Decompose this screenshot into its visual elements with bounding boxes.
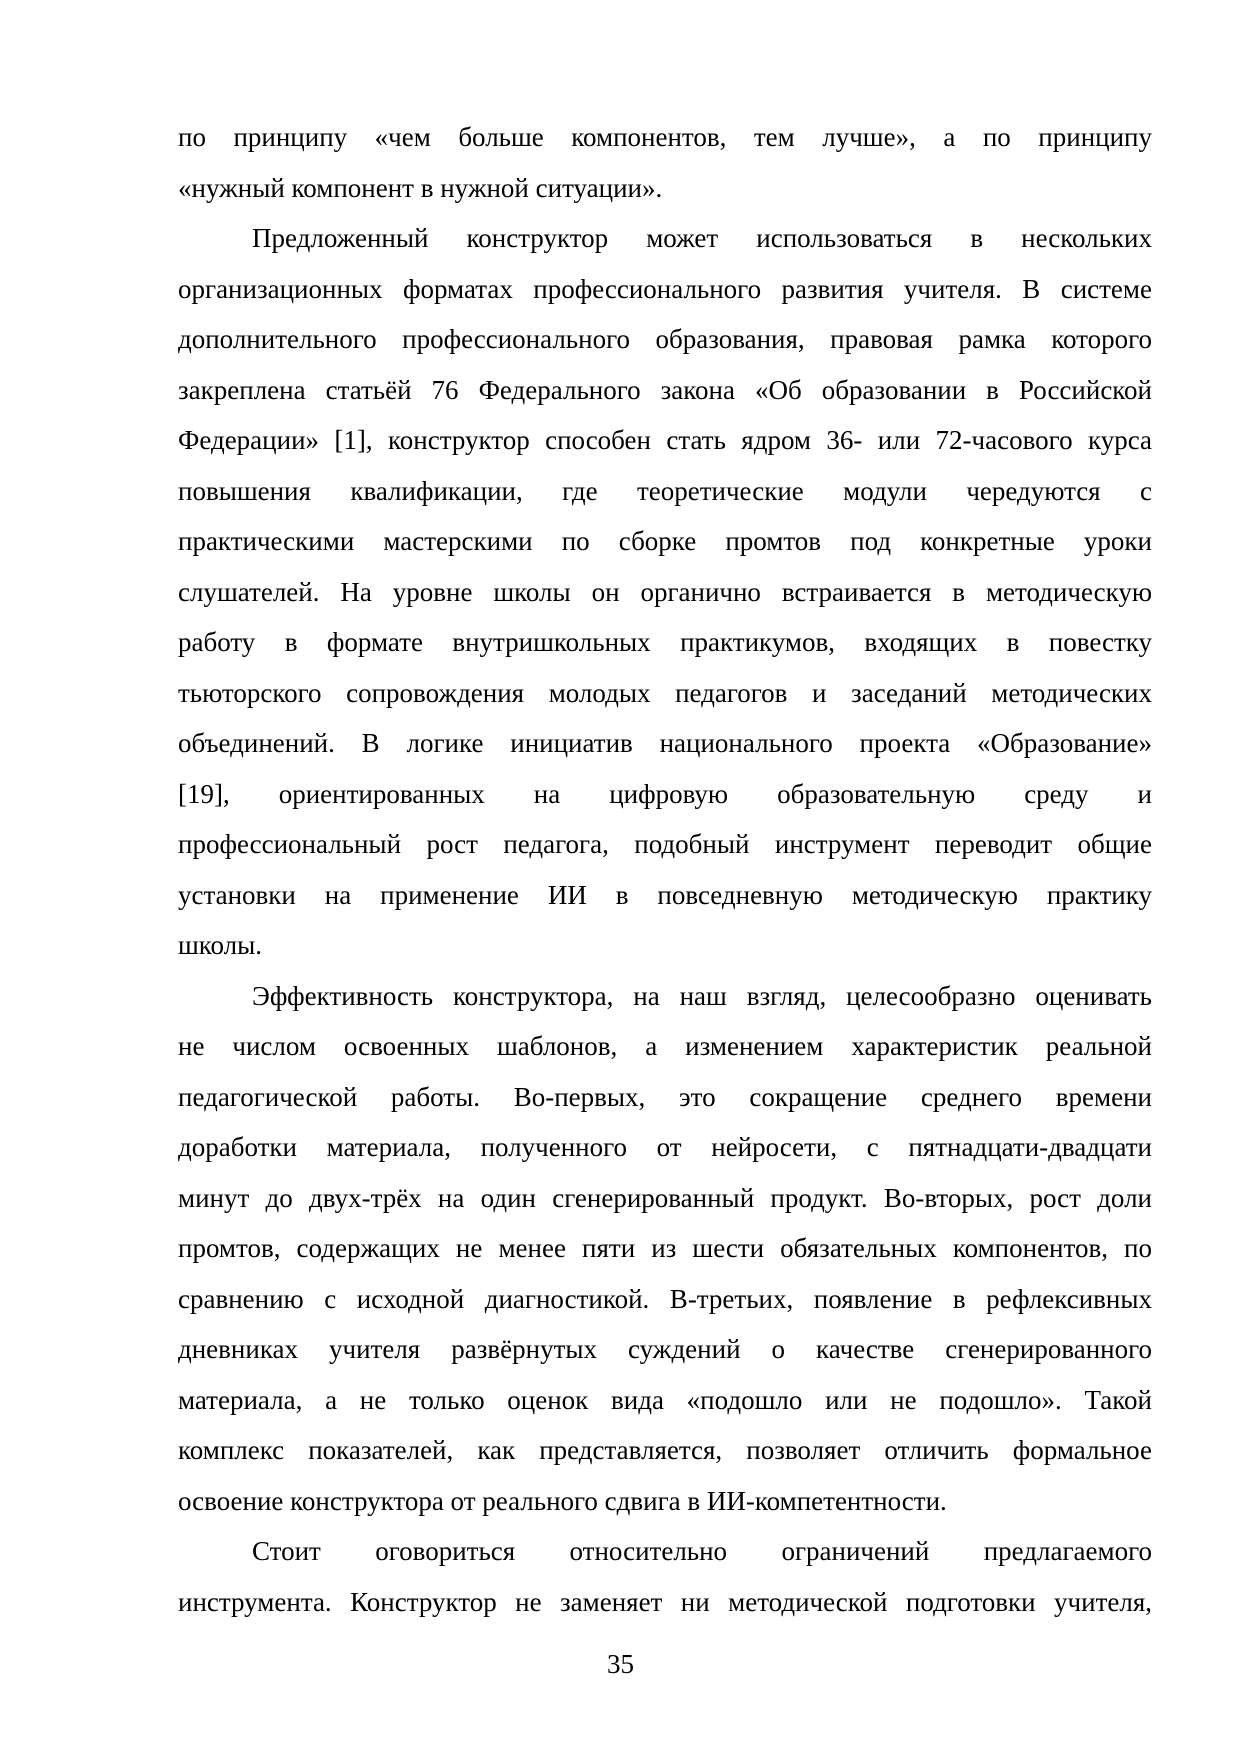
text-line: профессиональный рост педагога, подобный инструмент переводит общие [178, 829, 1152, 859]
text-line: Предложенный конструктор может использоваться в нескольких [252, 223, 1152, 253]
text-line: минут до двух-трёх на один сгенерированный продукт. Во-вторых, рост доли [178, 1182, 1152, 1213]
text-line: «нужный компонент в нужной ситуации». [178, 172, 663, 203]
text-line: закреплена статьёй 76 Федерального закона «Об образовании в Российской [178, 374, 1152, 405]
text-line: промтов, содержащих не менее пяти из шести обязательных компонентов, по [178, 1233, 1152, 1263]
text-line: [19], ориентированных на цифровую образовательную среду и [178, 778, 1152, 809]
text-line: повышения квалификации, где теоретические модули чередуются с [178, 475, 1152, 506]
text-line: освоение конструктора от реального сдвига в ИИ-компетентности. [178, 1485, 947, 1516]
text-line: доработки материала, полученного от нейросети, с пятнадцати-двадцати [178, 1132, 1152, 1162]
text-line: материала, а не только оценок вида «подошло или не подошло». Такой [178, 1384, 1152, 1415]
text-line: объединений. В логике инициатив национального проекта «Образование» [178, 728, 1152, 758]
page-number: 35 [607, 1649, 634, 1679]
text-line: дневниках учителя развёрнутых суждений о качестве сгенерированного [178, 1334, 1152, 1364]
body-text [178, 112, 1152, 1627]
text-line: сравнению с исходной диагностикой. В-третьих, появление в рефлексивных [178, 1283, 1152, 1314]
text-line: по принципу «чем больше компонентов, тем лучше», а по принципу [178, 122, 1152, 152]
text-line: комплекс показателей, как представляется, позволяет отличить формальное [178, 1435, 1152, 1465]
text-line: не числом освоенных шаблонов, а изменением характеристик реальной [178, 1031, 1152, 1061]
text-line: Стоит оговориться относительно ограничений предлагаемого [252, 1536, 1152, 1566]
text-line: школы. [178, 930, 263, 960]
text-line: организационных форматах профессионального развития учителя. В системе [178, 273, 1152, 304]
text-line: Федерации» [1], конструктор способен стать ядром 36- или 72-часового курса [178, 425, 1152, 455]
text-line: установки на применение ИИ в повседневную методическую практику [178, 879, 1152, 910]
text-line: тьюторского сопровождения молодых педагогов и заседаний методических [178, 677, 1152, 708]
text-line: слушателей. На уровне школы он органично встраивается в методическую [178, 576, 1152, 607]
text-line: педагогической работы. Во-первых, это сокращение среднего времени [178, 1081, 1152, 1112]
text-line: дополнительного профессионального образования, правовая рамка которого [178, 324, 1152, 354]
text-line: инструмента. Конструктор не заменяет ни методической подготовки учителя, [178, 1586, 1152, 1617]
text-line: практическими мастерскими по сборке промтов под конкретные уроки [178, 526, 1152, 556]
text-line: Эффективность конструктора, на наш взгляд, целесообразно оценивать [252, 980, 1152, 1011]
text-line: работу в формате внутришкольных практикумов, входящих в повестку [178, 627, 1152, 657]
